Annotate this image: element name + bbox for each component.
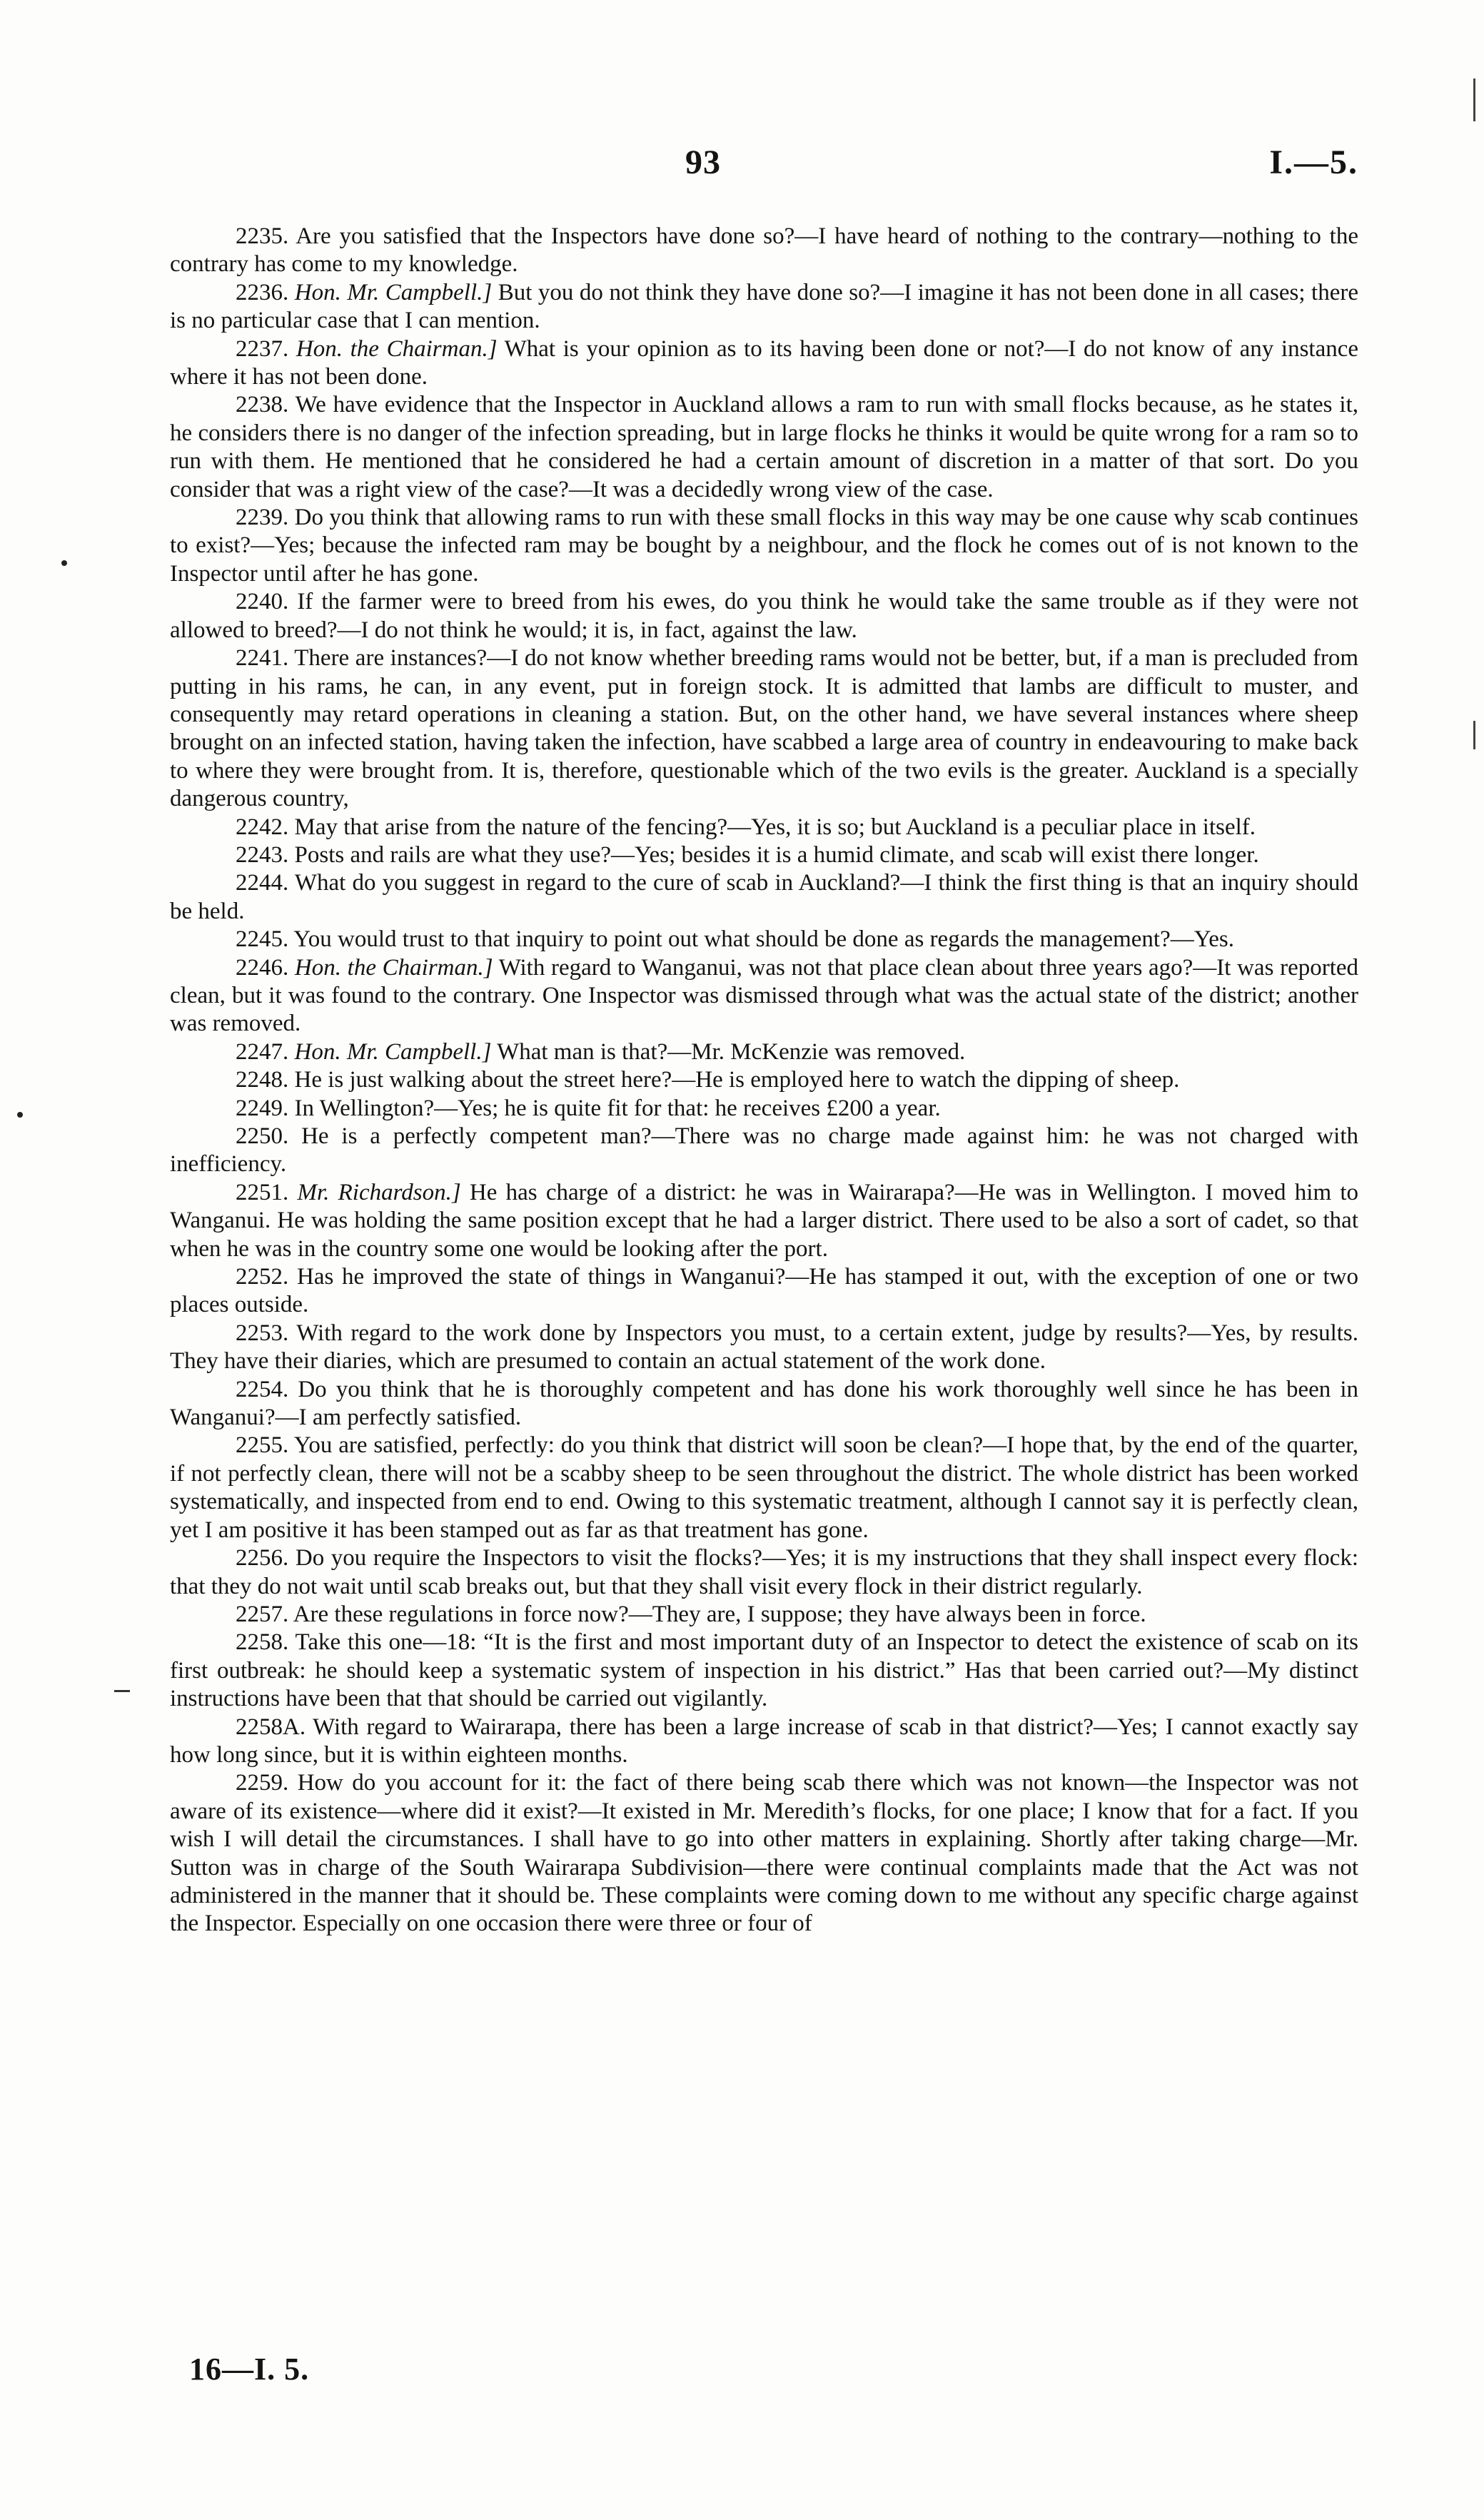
paragraph: 2253. With regard to the work done by Inspectors you must, to a certain extent, judge by results?—Yes, by results. They have their diaries, which are presumed to contain an actual statement of the work done. [170,1320,1359,1375]
testimony-body [170,223,1358,1938]
paragraph: 2235. Are you satisfied that the Inspectors have done so?—I have heard of nothing to the contrary—nothing to the contrary has come to my knowledge. [170,223,1358,278]
document-code: I.—5. [1269,143,1358,181]
speaker-label: Hon. Mr. Campbell.] [294,1038,492,1065]
paragraph: 2242. May that arise from the nature of the fencing?—Yes, it is so; but Auckland is a peculiar place in itself. [236,814,1256,840]
paragraph: 2240. If the farmer were to breed from his ewes, do you think he would take the same trouble as if they were not allowed to breed?—I do not think he would; it is, in fact, against the law. [170,589,1359,643]
paragraph: 2255. You are satisfied, perfectly: do you think that district will soon be clean?—I hope that, by the end of the quarter, if not perfectly clean, there will not be a scabby sheep to be seen throughout the district. The whole district has been worked systematically, and inspected from end to end. Owing to this systematic treatment, although I cannot say it is perfectly clean, yet I am positive it has been stamped out as far as that treatment has gone. [170,1432,1358,1543]
paragraph: 2241. There are instances?—I do not know whether breeding rams would not be better, but, if a man is precluded from putting in his rams, he can, in any event, put in foreign stock. It is admitted that lambs are difficult to muster, and consequently may retard operations in cleaning a station. But, on the other hand, we have several instances where sheep brought on an infected station, having taken the infection, have scabbed a large area of country in endeavouring to make back to where they were brought from. It is, therefore, questionable which of the two evils is the greater. Auckland is a specially dangerous country, [170,645,1358,812]
paragraph: 2239. Do you think that allowing rams to run with these small flocks in this way may be one cause why scab continues to exist?—Yes; because the infected ram may be bought by a neighbour, and the flock he comes out of is not known to the Inspector until after he has gone. [170,505,1358,587]
paragraph: 2257. Are these regulations in force now?—They are, I suppose; they have always been in force. [236,1601,1146,1627]
speaker-label: Hon. Mr. Campbell.] [294,279,493,305]
paragraph: 2252. Has he improved the state of things in Wanganui?—He has stamped it out, with the exception of one or two places outside. [170,1264,1359,1318]
speaker-label: Mr. Richardson.] [297,1179,461,1205]
signature-mark: 16—I. 5. [189,2352,310,2387]
page-header [0,143,1484,193]
paragraph: 2236. Hon. Mr. Campbell.] But you do not think they have done so?—I imagine it has not been done in all cases; there is no particular case that I can mention. [170,279,1358,334]
paragraph: 2243. Posts and rails are what they use?—Yes; besides it is a humid climate, and scab will exist there longer. [236,841,1259,868]
margin-dash [114,1690,130,1692]
speaker-label: Hon. the Chairman.] [296,335,498,362]
speaker-label: Hon. the Chairman.] [294,954,493,981]
page-number: 93 [685,143,721,181]
paragraph: 2256. Do you require the Inspectors to visit the flocks?—Yes; it is my instructions that they shall inspect every flock: that they do not wait until scab breaks out, but that they shall visit every flock in their district regularly. [170,1545,1359,1599]
margin-dot [17,1112,23,1118]
paragraph: 2246. Hon. the Chairman.] With regard to Wanganui, was not that place clean about three years ago?—It was reported clean, but it was found to the contrary. One Inspector was dismissed through what was the actual state of the district; another was removed. [170,954,1359,1037]
right-edge-mark [1473,79,1475,121]
paragraph: 2250. He is a perfectly competent man?—There was no charge made against him: he was not charged with inefficiency. [170,1123,1358,1178]
margin-dot [61,560,67,566]
paragraph: 2249. In Wellington?—Yes; he is quite fit for that: he receives £200 a year. [236,1095,941,1121]
paragraph: 2238. We have evidence that the Inspector in Auckland allows a ram to run with small flocks because, as he states it, he considers there is no danger of the infection spreading, but in large flocks he thinks it would be quite wrong for a ram so to run with them. He mentioned that he considered he had a certain amount of discretion in a matter of that sort. Do you consider that was a right view of the case?—It was a decidedly wrong view of the case. [170,392,1358,502]
paragraph: 2251. Mr. Richardson.] He has charge of a district: he was in Wairarapa?—He was in Wellington. I moved him to Wanganui. He was holding the same position except that he had a larger district. There used to be also a sort of cadet, so that when he was in the country some one would be looking after the port. [170,1179,1359,1262]
paragraph: 2245. You would trust to that inquiry to point out what should be done as regards the management?—Yes. [236,926,1235,953]
paragraph: 2244. What do you suggest in regard to the cure of scab in Auckland?—I think the first thing is that an inquiry should be held. [170,870,1359,924]
paragraph: 2259. How do you account for it: the fact of there being scab there which was not known—the Inspector was not aware of its existence—where did it exist?—It existed in Mr. Meredith’s flocks, for one place; I know that for a fact. If you wish I will detail the circumstances. I shall have to go into other matters in explaining. Shortly after taking charge—Mr. Sutton was in charge of the South Wairarapa Subdivision—there were continual complaints made that the Act was not administered in the manner that it should be. These complaints were coming down to me without any specific charge against the Inspector. Especially on one occasion there were three or four of [170,1770,1358,1937]
paragraph: 2247. Hon. Mr. Campbell.] What man is that?—Mr. McKenzie was removed. [236,1038,966,1065]
paragraph: 2237. Hon. the Chairman.] What is your opinion as to its having been done or not?—I do not know of any instance where it has not been done. [170,335,1359,390]
paragraph: 2258A. With regard to Wairarapa, there has been a large increase of scab in that district?—Yes; I cannot exactly say how long since, but it is within eighteen months. [170,1714,1358,1768]
paragraph: 2258. Take this one—18: “It is the first and most important duty of an Inspector to detect the existence of scab on its first outbreak: he should keep a systematic system of inspection in his district.” Has that been carried out?—My distinct instructions have been that that should be carried out vigilantly. [170,1629,1358,1712]
right-edge-mark [1473,721,1475,749]
paragraph: 2254. Do you think that he is thoroughly competent and has done his work thoroughly well since he has been in Wanganui?—I am perfectly satisfied. [170,1376,1358,1431]
paragraph: 2248. He is just walking about the street here?—He is employed here to watch the dipping of sheep. [236,1067,1180,1093]
